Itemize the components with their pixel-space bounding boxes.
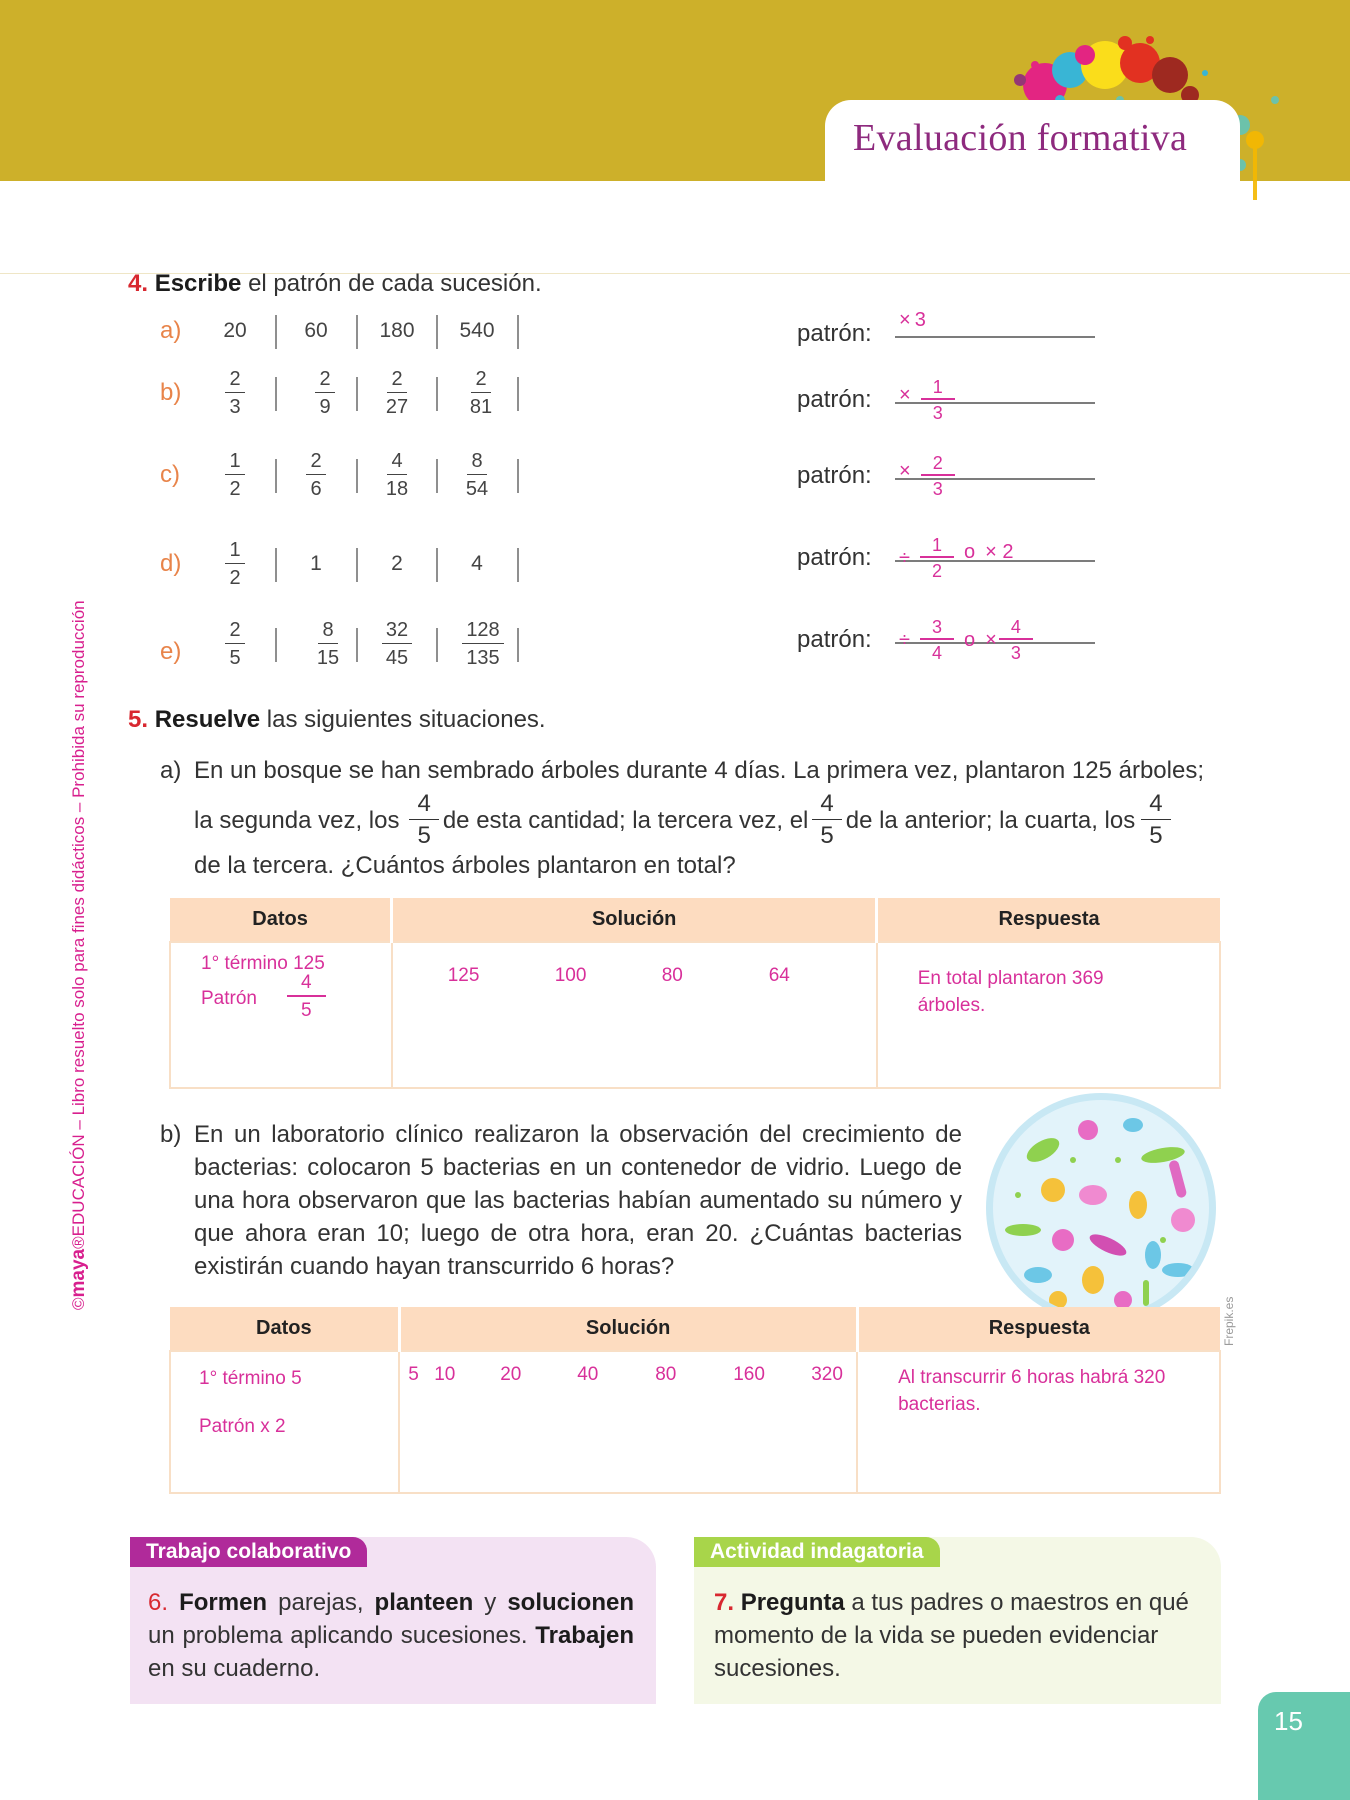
- question-verb: Escribe: [154, 270, 242, 297]
- header-datos: Datos: [170, 898, 392, 942]
- pattern-label: patrón:: [797, 626, 872, 653]
- copyright-text: EDUCACIÓN – Libro resuelto solo para fines didácticos – Prohibida su reproducción: [69, 600, 88, 1237]
- term: 540: [459, 319, 495, 342]
- header-respuesta: Respuesta: [877, 898, 1220, 942]
- separator: [436, 377, 438, 411]
- solucion-cell: [392, 942, 877, 1088]
- page-number: 15: [1258, 1692, 1350, 1800]
- registered-symbol: ®: [69, 1236, 88, 1249]
- question-text: las siguientes situaciones.: [260, 706, 546, 733]
- image-credit: Frepik.es: [1222, 1296, 1236, 1346]
- term: $\frac{8}{15}$: [316, 619, 340, 669]
- term: $\frac{4}{18}$: [385, 450, 409, 500]
- copyright-symbol: ©: [69, 1297, 88, 1310]
- separator: [517, 315, 519, 349]
- page-title: Evaluación formativa: [853, 117, 1188, 159]
- pattern-label: patrón:: [797, 320, 872, 347]
- header-respuesta: Respuesta: [857, 1307, 1220, 1351]
- first-term: 1° término 5: [199, 1368, 302, 1389]
- sequence-row-a: [160, 303, 540, 359]
- question-7-text: 7. Pregunta a tus padres o maestros en qué momento de la vida se pueden evidenciar sucesiones.: [714, 1589, 1189, 1682]
- row-label: d): [160, 550, 182, 577]
- question-5-heading: [128, 706, 546, 734]
- solution-table-b: [169, 1307, 1221, 1494]
- pattern-answer-d: [797, 528, 1097, 588]
- term: 180: [379, 319, 415, 342]
- sequence-row-e: [160, 616, 540, 672]
- separator: [517, 459, 519, 493]
- header-solucion: Solución: [392, 898, 877, 942]
- term: $\frac{128}{135}$: [443, 616, 523, 672]
- term: $\frac{1}{2}$: [195, 536, 275, 592]
- sequence-row-d: [160, 536, 540, 592]
- pattern-value: ÷ $\frac{1}{2}$ o × 2: [899, 535, 1014, 581]
- solution-term: 64: [768, 965, 790, 986]
- separator: [275, 628, 277, 662]
- solution-term: 80: [661, 965, 683, 986]
- solution-term: 40: [577, 1364, 599, 1385]
- inquiry-activity-tag: Actividad indagatoria: [694, 1537, 940, 1567]
- pattern-answer-b: [797, 370, 1097, 430]
- respuesta-cell: En total plantaron 369 árboles.: [877, 942, 1220, 1088]
- problem-b-label: b): [160, 1121, 182, 1148]
- separator: [517, 377, 519, 411]
- first-term: 1° término 125: [201, 953, 325, 974]
- term: 4: [471, 552, 483, 575]
- pattern-label: patrón:: [797, 544, 872, 571]
- problem-b-text: En un laboratorio clínico realizaron la observación del crecimiento de bacterias: colocaron 5 bacterias en un contenedor de vidrio. Luego de una hora observaron que las bacterias habían aumentado su número y que ahora eran 10; luego de otra hora, eran 20. ¿Cuántas bacterias existirán cuando hayan transcurrido 6 horas?: [194, 1121, 962, 1280]
- question-verb: Resuelve: [154, 706, 261, 733]
- question-number: 4.: [128, 270, 149, 297]
- sequence-row-b: [160, 365, 540, 421]
- pattern-label: patrón:: [797, 386, 872, 413]
- pattern-value: × $\frac{1}{3}$: [899, 370, 955, 430]
- term: 1: [310, 552, 322, 575]
- term: 20: [223, 319, 247, 342]
- question-number: 5.: [128, 706, 149, 733]
- solution-table-a: [169, 898, 1221, 1089]
- solution-term: 320: [811, 1364, 843, 1385]
- pattern-answer-c: [797, 446, 1097, 506]
- separator: [517, 548, 519, 582]
- row-label: b): [160, 379, 182, 406]
- solution-term: 160: [733, 1364, 765, 1385]
- problem-a-line3: de la tercera. ¿Cuántos árboles plantaron en total?: [194, 852, 736, 879]
- term: $\frac{1}{2}$: [195, 447, 275, 503]
- pattern-answer-a: [797, 304, 1097, 364]
- term: $\frac{8}{54}$: [465, 450, 489, 500]
- header-datos: Datos: [170, 1307, 399, 1351]
- term: $\frac{2}{9}$: [285, 365, 365, 421]
- copyright-side-note: [68, 600, 90, 1310]
- pattern-data: Patrón x 2: [199, 1416, 286, 1437]
- term: $\frac{2}{81}$: [469, 368, 493, 418]
- header-solucion: Solución: [399, 1307, 857, 1351]
- collaborative-work-tag: Trabajo colaborativo: [130, 1537, 367, 1567]
- separator: [436, 628, 438, 662]
- solution-term: 125: [447, 965, 480, 986]
- term: $\frac{32}{45}$: [357, 616, 437, 672]
- pattern-label: patrón:: [797, 462, 872, 489]
- term: $\frac{2}{6}$: [276, 447, 356, 503]
- question-text: el patrón de cada sucesión.: [241, 270, 542, 297]
- solution-term: 80: [655, 1364, 677, 1385]
- solution-term: 5: [408, 1364, 419, 1385]
- problem-a-line2: la segunda vez, los $\frac{4}{5}$ de esta cantidad; la tercera vez, el $\frac{4}{5}$ de la anterior; la cuarta, los $\frac{4}{5}$: [194, 790, 1214, 850]
- solution-term: 10: [434, 1364, 456, 1385]
- row-label: c): [160, 461, 180, 488]
- datos-cell: [170, 942, 392, 1088]
- term: 60: [304, 319, 328, 342]
- problem-a-line1: En un bosque se han sembrado árboles durante 4 días. La primera vez, plantaron 125 árboles;: [194, 757, 1204, 784]
- pattern-answer-e: [797, 610, 1097, 670]
- row-label: e): [160, 638, 182, 665]
- respuesta-cell: Al transcurrir 6 horas habrá 320 bacterias.: [857, 1351, 1220, 1493]
- bacteria-illustration: [986, 1093, 1216, 1323]
- row-label: a): [160, 317, 182, 344]
- solution-term: 20: [500, 1364, 522, 1385]
- brand-logo-text: maya: [68, 1248, 89, 1298]
- datos-cell: [170, 1351, 399, 1493]
- question-4-heading: [128, 270, 542, 298]
- pattern-value: × 3: [899, 308, 926, 331]
- pattern-value: ÷ $\frac{3}{4}$ o × $\frac{4}{3}$: [899, 610, 1033, 670]
- separator: [517, 628, 519, 662]
- separator: [275, 377, 277, 411]
- pattern-value: × $\frac{2}{3}$: [899, 446, 955, 506]
- problem-a-label: a): [160, 757, 182, 784]
- term: $\frac{2}{5}$: [195, 616, 275, 672]
- term: $\frac{2}{27}$: [385, 368, 409, 418]
- term: 2: [391, 552, 403, 575]
- question-6-text: 6. Formen parejas, planteen y solucionen un problema aplicando sucesiones. Trabajen en su cuaderno.: [148, 1589, 635, 1682]
- term: $\frac{2}{3}$: [195, 365, 275, 421]
- pattern-data: Patrón $\frac{4}{5}$: [201, 973, 391, 1020]
- solution-term: 100: [554, 965, 587, 986]
- sequence-row-c: [160, 447, 540, 503]
- solucion-cell: [399, 1351, 857, 1493]
